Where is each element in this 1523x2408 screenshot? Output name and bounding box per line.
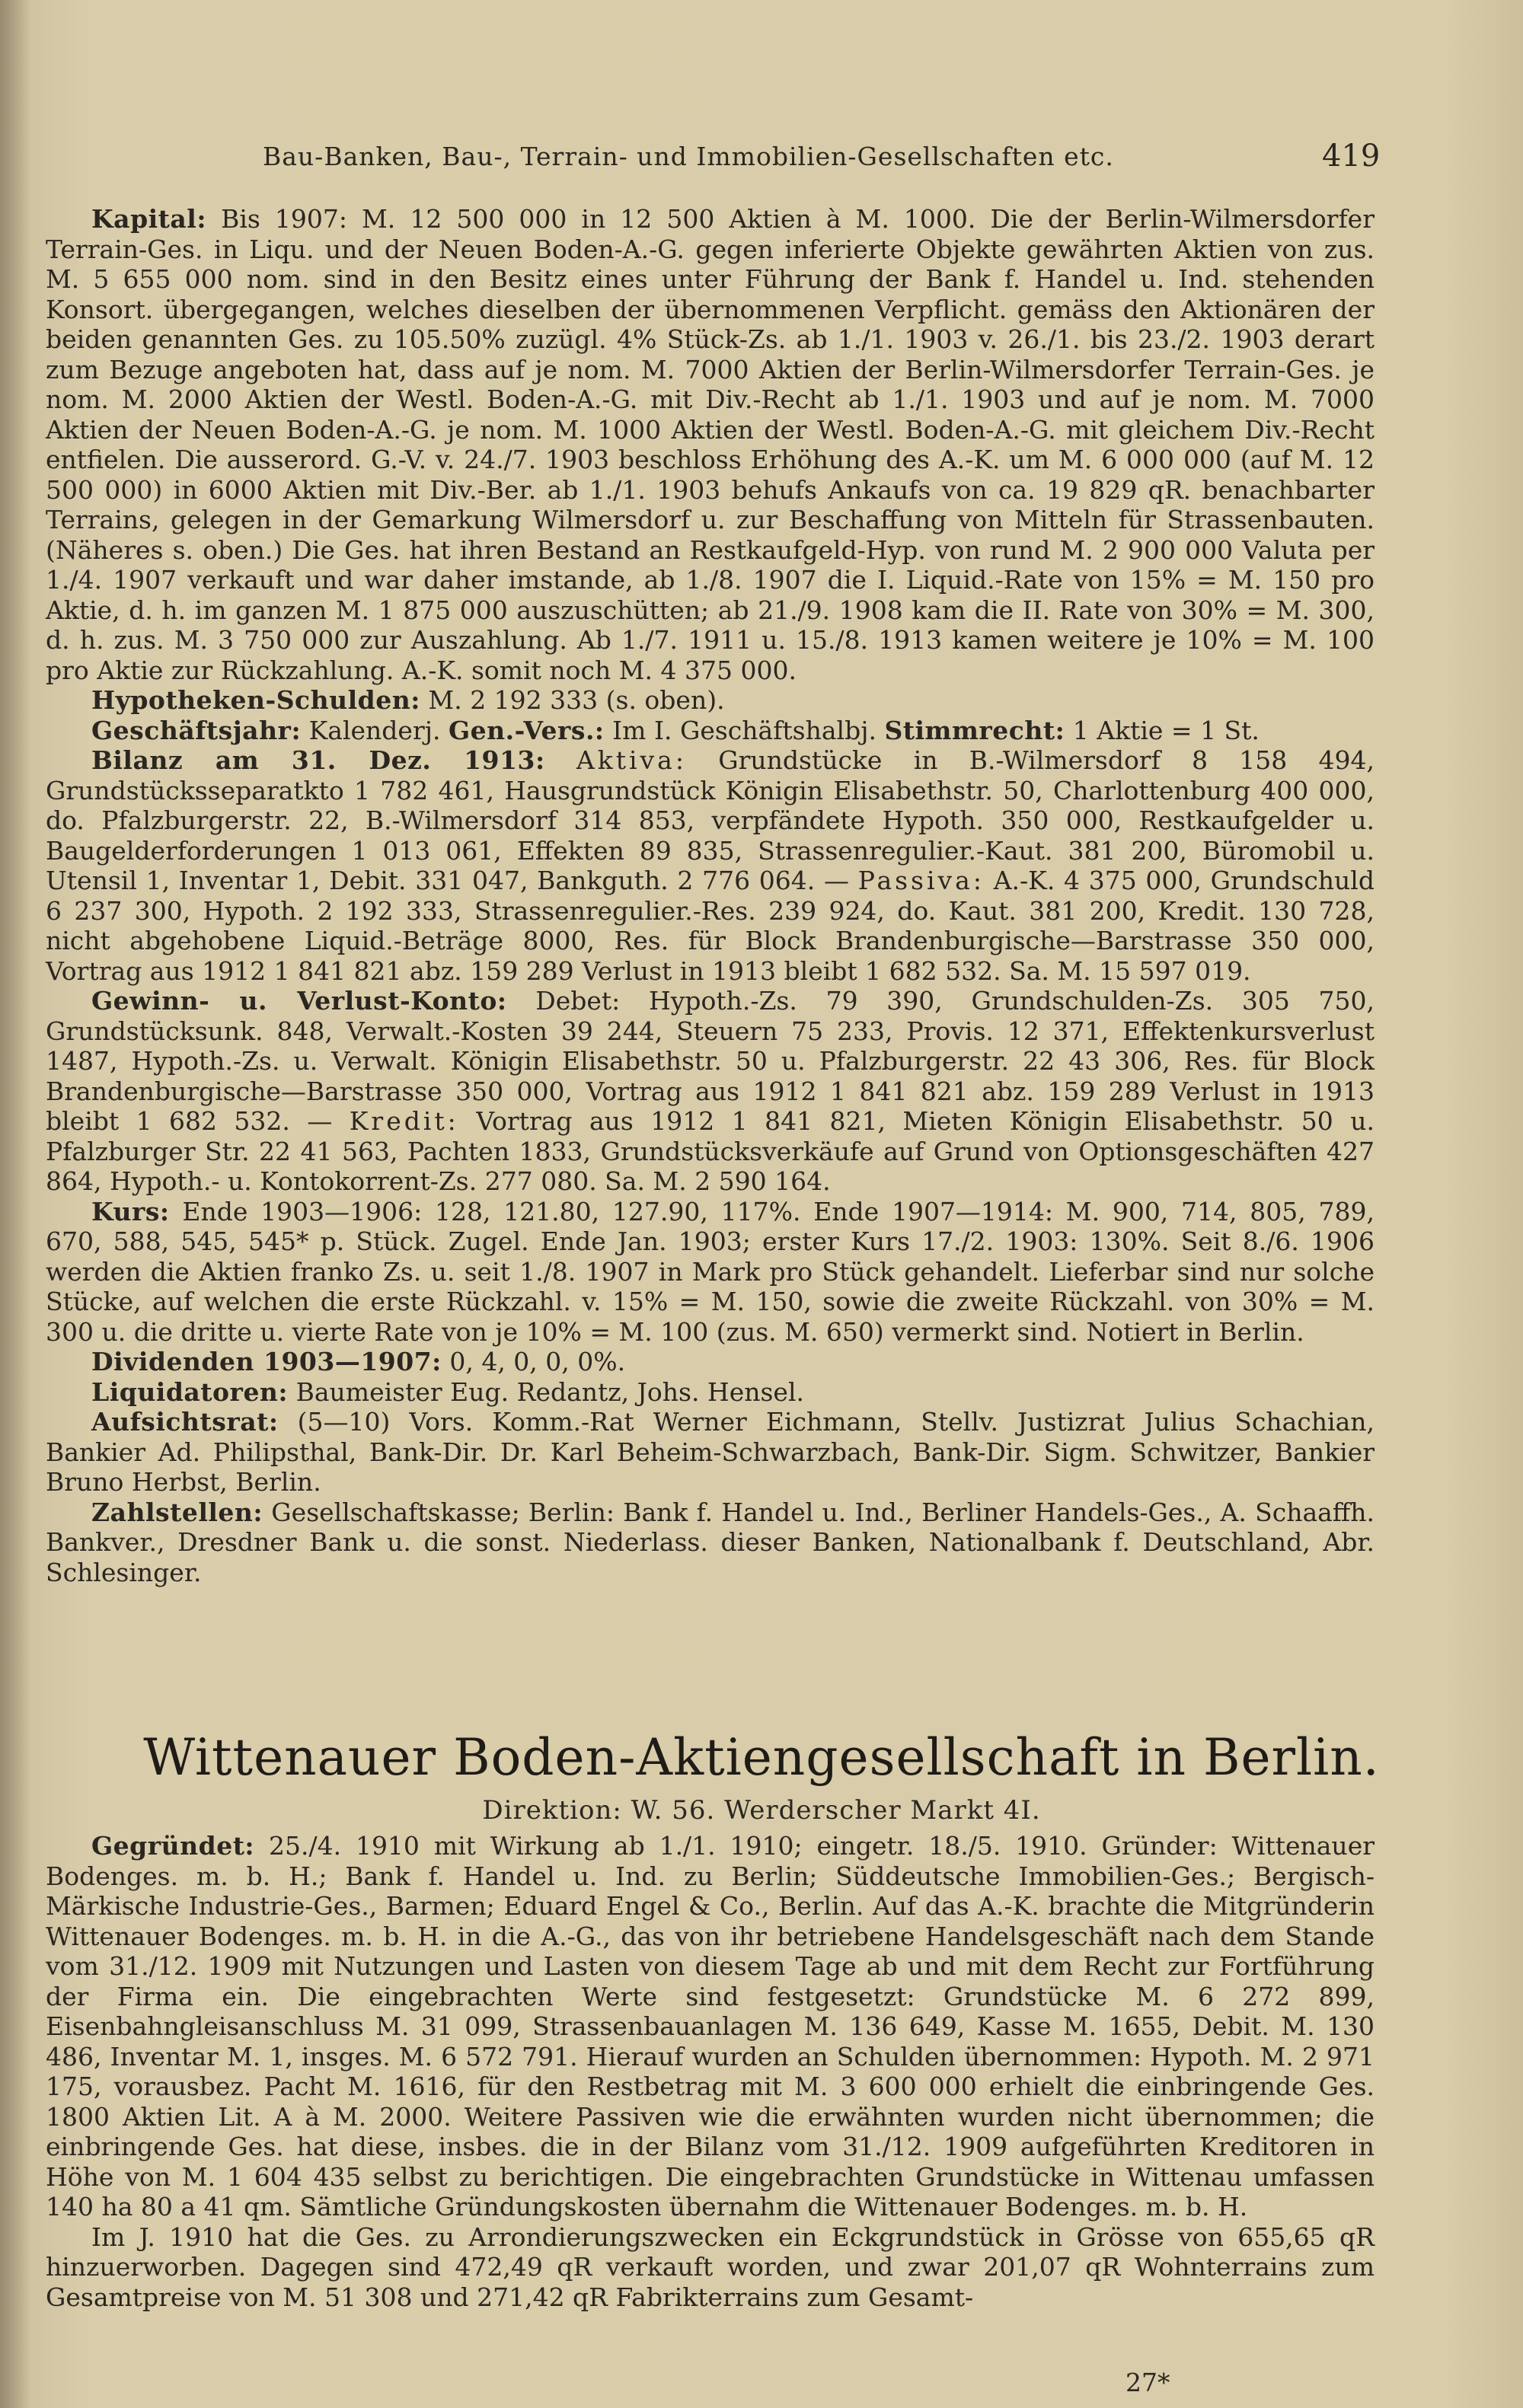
guv-paragraph	[46, 986, 1375, 1197]
dividenden-label: Dividenden 1903—1907:	[91, 1347, 442, 1376]
geschaeftsjahr-text: Kalenderj.	[308, 715, 441, 745]
kurs-label: Kurs:	[91, 1196, 170, 1226]
running-head	[0, 136, 1523, 181]
liquidatoren-paragraph	[46, 1377, 1375, 1408]
arrondierung-paragraph: Im J. 1910 hat die Ges. zu Arrondierungszwecken ein Eckgrundstück in Grösse von 655,65 qR hinzuerworben. Dagegen sind 472,49 qR verkauft worden, und zwar 201,07 qR Wohnterrains zum Gesamtpreise von M. 51 308 und 271,42 qR Fabrikterrains zum Gesamt-	[46, 2221, 1375, 2312]
bilanz-passiva-text: A.-K. 4 375 000, Grundschuld 6 237 300, Hypoth. 2 192 333, Strassenregulier.-Res. 239 924, do. Kaut. 381 200, Kredit. 130 728, nicht abgehobene Liquid.-Beträge 8000, Res. für Block Brandenburgische—Barstrasse 350 000, Vortrag aus 1912 1 841 821 abz. 159 289 Verlust in 1913 bleibt 1 682 532. Sa. M. 15 597 019.	[46, 866, 1375, 986]
signature-mark: 27*	[1125, 2368, 1170, 2397]
running-head-title: Bau-Banken, Bau-, Terrain- und Immobilien-Gesellschaften etc.	[263, 142, 1114, 171]
genvers-label: Gen.-Vers.:	[448, 715, 605, 745]
bilanz-label: Bilanz am 31. Dez. 1913:	[91, 745, 545, 775]
liquidatoren-label: Liquidatoren:	[91, 1376, 289, 1407]
bilanz-paragraph	[46, 745, 1375, 986]
kurs-text: Ende 1903—1906: 128, 121.80, 127.90, 117%. Ende 1907—1914: M. 900, 714, 805, 789, 670, 588, 545, 545* p. Stück. Zugel. Ende Jan. 1903; erster Kurs 17./2. 1903: 130%. Seit 8./6. 1906 werden die Aktien franko Zs. u. seit 1./8. 1907 in Mark pro Stück gehandelt. Lieferbar sind nur solche Stücke, auf welchen die erste Rückzahl. v. 15% = M. 150, sowie die zweite Rückzahl. von 30% = M. 300 u. die dritte u. vierte Rate von je 10% = M. 100 (zus. M. 650) vermerkt sind. Notiert in Berlin.	[46, 1196, 1375, 1347]
gegruendet-label: Gegründet:	[91, 1831, 255, 1861]
kapital-text: Bis 1907: M. 12 500 000 in 12 500 Aktien à M. 1000. Die der Berlin-Wilmersdorfer Terrain-Ges. in Liqu. und der Neuen Boden-A.-G. gegen inferierte Objekte gewährten Aktien von zus. M. 5 655 000 nom. sind in den Besitz eines unter Führung der Bank f. Handel u. Ind. stehenden Konsort. übergegangen, welches dieselben der übernommenen Verpflicht. gemäss den Aktionären der beiden genannten Ges. zu 105.50% zuzügl. 4% Stück-Zs. ab 1./1. 1903 v. 26./1. bis 23./2. 1903 derart zum Bezuge angeboten hat, dass auf je nom. M. 7000 Aktien der Berlin-Wilmersdorfer Terrain-Ges. je nom. M. 2000 Aktien der Westl. Boden-A.-G. mit Div.-Recht ab 1./1. 1903 und auf je nom. M. 7000 Aktien der Neuen Boden-A.-G. je nom. M. 1000 Aktien der Westl. Boden-A.-G. mit gleichem Div.-Recht entfielen. Die ausserord. G.-V. v. 24./7. 1903 beschloss Erhöhung des A.-K. um M. 6 000 000 (auf M. 12 500 000) in 6000 Aktien mit Div.-Ber. ab 1./1. 1903 behufs Ankaufs von ca. 19 829 qR. benachbarter Terrains, gelegen in der Gemarkung Wilmersdorf u. zur Beschaffung von Mitteln für Strassenbauten. (Näheres s. oben.) Die Ges. hat ihren Bestand an Restkaufgeld-Hyp. von rund M. 2 900 000 Valuta per 1./4. 1907 verkauft und war daher imstande, ab 1./8. 1907 die I. Liquid.-Rate von 15% = M. 150 pro Aktie, d. h. im ganzen M. 1 875 000 auszuschütten; ab 21./9. 1908 kam die II. Rate von 30% = M. 300, d. h. zus. M. 3 750 000 zur Auszahlung. Ab 1./7. 1911 u. 15./8. 1913 kamen weitere je 10% = M. 100 pro Aktie zur Rückzahlung. A.-K. somit noch M. 4 375 000.	[46, 204, 1375, 685]
guv-label: Gewinn- u. Verlust-Konto:	[91, 986, 507, 1016]
guv-kredit-text: Vortrag aus 1912 1 841 821, Mieten Königin Elisabethstr. 50 u. Pfalzburger Str. 22 41 563, Pachten 1833, Grundstücksverkäufe auf Grund von Optionsgeschäften 427 864, Hypoth.- u. Kontokorrent-Zs. 277 080. Sa. M. 2 590 164.	[46, 1106, 1375, 1196]
bilanz-aktiva-label: Aktiva:	[576, 745, 687, 775]
gegruendet-paragraph	[46, 1831, 1375, 2222]
dividenden-paragraph	[46, 1347, 1375, 1377]
zahlstellen-label: Zahlstellen:	[91, 1497, 263, 1527]
stimmrecht-label: Stimmrecht:	[884, 715, 1065, 745]
company-subheading: Direktion: W. 56. Werderscher Markt 4I.	[482, 1795, 1041, 1826]
guv-kredit-label: Kredit:	[349, 1106, 459, 1136]
stimmrecht-text: 1 Aktie = 1 St.	[1072, 715, 1260, 745]
hypotheken-text: M. 2 192 333 (s. oben).	[428, 685, 725, 715]
bilanz-aktiva-text: Grundstücke in B.-Wilmersdorf 8 158 494, Grundstücksseparatkto 1 782 461, Hausgrundstück Königin Elisabethstr. 50, Charlottenburg 400 000, do. Pfalzburgerstr. 22, B.-Wilmersdorf 314 853, verpfändete Hypoth. 350 000, Restkaufgelder u. Baugelderforderungen 1 013 061, Effekten 89 835, Strassenregulier.-Kaut. 381 200, Büromobil u. Utensil 1, Inventar 1, Debit. 331 047, Bankguth. 2 776 064. —	[46, 745, 1375, 895]
hypotheken-paragraph	[46, 685, 1375, 716]
dividenden-text: 0, 4, 0, 0, 0%.	[449, 1347, 626, 1376]
zahlstellen-paragraph	[46, 1497, 1375, 1588]
company-heading: Wittenauer Boden-Aktiengesellschaft in Berlin.	[143, 1728, 1380, 1787]
geschaeftsjahr-paragraph	[46, 716, 1375, 746]
aufsichtsrat-paragraph	[46, 1407, 1375, 1497]
section-wittenauer-boden	[46, 1831, 1375, 2312]
aufsichtsrat-label: Aufsichtsrat:	[91, 1407, 279, 1437]
zahlstellen-text: Gesellschaftskasse; Berlin: Bank f. Handel u. Ind., Berliner Handels-Ges., A. Schaaffh. Bankver., Dresdner Bank u. die sonst. Niederlass. dieser Banken, Nationalbank f. Deutschland, Abr. Schlesinger.	[46, 1497, 1375, 1587]
bilanz-passiva-label: Passiva:	[857, 866, 985, 895]
geschaeftsjahr-label: Geschäftsjahr:	[91, 715, 302, 745]
guv-debet-text: Debet: Hypoth.-Zs. 79 390, Grundschulden-Zs. 305 750, Grundstücksunk. 848, Verwalt.-Kosten 39 244, Steuern 75 233, Provis. 12 371, Effektenkursverlust 1487, Hypoth.-Zs. u. Verwalt. Königin Elisabethstr. 50 u. Pfalzburgerstr. 22 43 306, Res. für Block Brandenburgische—Barstrasse 350 000, Vortrag aus 1912 1 841 821 abz. 159 289 Verlust in 1913 bleibt 1 682 532. —	[46, 986, 1375, 1136]
kapital-label: Kapital:	[91, 204, 207, 234]
genvers-text: Im I. Geschäftshalbj.	[612, 715, 876, 745]
section-berlin-westl-boden	[46, 204, 1375, 1587]
aufsichtsrat-text: (5—10) Vors. Komm.-Rat Werner Eichmann, Stellv. Justizrat Julius Schachian, Bankier Ad. Philipsthal, Bank-Dir. Dr. Karl Beheim-Schwarzbach, Bank-Dir. Sigm. Schwitzer, Bankier Bruno Herbst, Berlin.	[46, 1407, 1375, 1497]
liquidatoren-text: Baumeister Eug. Redantz, Johs. Hensel.	[295, 1376, 804, 1407]
kurs-paragraph	[46, 1197, 1375, 1348]
kapital-paragraph	[46, 204, 1375, 685]
page-edge-shadow	[0, 0, 30, 2408]
hypotheken-label: Hypotheken-Schulden:	[91, 685, 420, 715]
page-number: 419	[1322, 139, 1381, 174]
gegruendet-text: 25./4. 1910 mit Wirkung ab 1./1. 1910; eingetr. 18./5. 1910. Gründer: Wittenauer Bodenges. m. b. H.; Bank f. Handel u. Ind. zu Berlin; Süddeutsche Immobilien-Ges.; Bergisch-Märkische Industrie-Ges., Barmen; Eduard Engel & Co., Berlin. Auf das A.-K. brachte die Mitgründerin Wittenauer Bodenges. m. b. H. in die A.-G., das von ihr betriebene Handelsgeschäft nach dem Stande vom 31./12. 1909 mit Nutzungen und Lasten von diesem Tage ab und mit dem Recht zur Fortführung der Firma ein. Die eingebrachten Werte sind festgesetzt: Grundstücke M. 6 272 899, Eisenbahngleisanschluss M. 31 099, Strassenbauanlagen M. 136 649, Kasse M. 1655, Debit. M. 130 486, Inventar M. 1, insges. M. 6 572 791. Hierauf wurden an Schulden übernommen: Hypoth. M. 2 971 175, vorausbez. Pacht M. 1616, für den Restbetrag mit M. 3 600 000 erhielt die einbringende Ges. 1800 Aktien Lit. A à M. 2000. Weitere Passiven wie die erwähnten wurden nicht übernommen; die einbringende Ges. hat diese, insbes. die in der Bilanz vom 31./12. 1909 aufgeführten Kreditoren in Höhe von M. 1 604 435 selbst zu berichtigen. Die eingebrachten Grundstücke in Wittenau umfassen 140 ha 80 a 41 qm. Sämtliche Gründungskosten übernahm die Wittenauer Bodenges. m. b. H.	[46, 1831, 1375, 2221]
